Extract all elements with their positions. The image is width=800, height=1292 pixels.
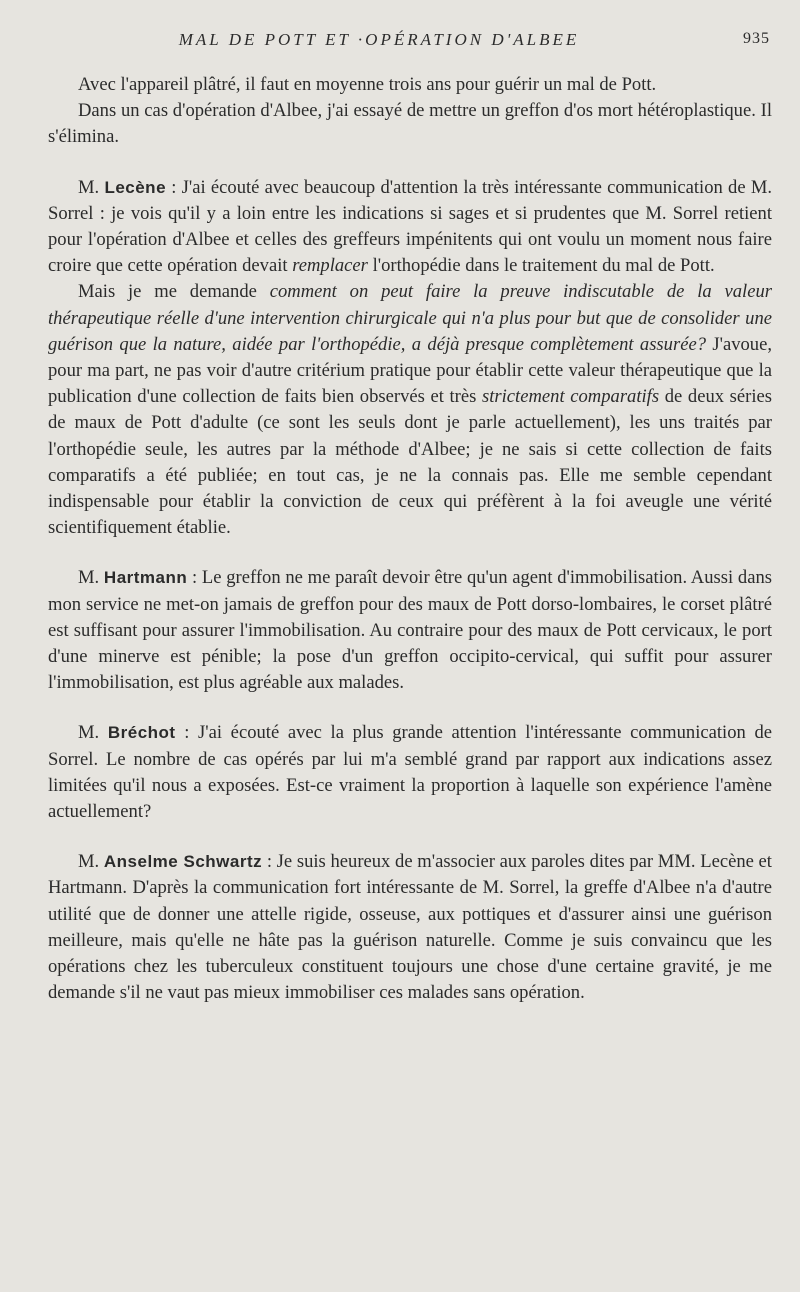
paragraph-hartmann	[48, 565, 772, 696]
page-header	[48, 30, 770, 56]
paragraph-lecene	[48, 175, 772, 280]
text-run: l'orthopédie dans le traitement du mal de Pott.	[367, 255, 715, 277]
text-run: : Je suis heureux de m'associer aux paroles dites par MM. Lecène et Hartmann. D'après la communication fort intéressante de M. Sorrel, la greffe d'Albee n'a d'autre utilité que de donner une attelle rigide, osseuse, aux pottiques et d'assurer ainsi une guérison meilleure, mais qu'elle ne hâte pas la guérison naturelle. Comme je suis convaincu que les opérations chez les tuberculeux constituent toujours une chose d'une certaine gravité, je me demande s'il ne vaut pas mieux immobiliser ces malades sans opération.	[48, 851, 772, 1004]
text-run: : J'ai écouté avec la plus grande attention l'intéressante communication de Sorrel. Le nombre de cas opérés par lui m'a semblé grand par rapport aux indications assez limitées qu'il nous a exposées. Est-ce vraiment la proportion à laquelle son expérience l'amène actuellement?	[48, 722, 772, 823]
text-run: : Le greffon ne me paraît devoir être qu'un agent d'immobilisation. Aussi dans mon service ne met-on jamais de greffon pour des maux de Pott dorso-lombaires, le corset plâtré est suffisant pour assurer l'immobilisation. Au contraire pour des maux de Pott cervicaux, le port d'une minerve est pénible; la pose d'un greffon occipito-cervical, qui suffit pour assurer l'immobilisation, est plus agréable aux malades.	[48, 567, 772, 694]
emphasis-text: comment on peut faire la preuve indiscutable de la valeur thérapeutique réelle d'une intervention chirurgicale qui n'a plus pour but que de consolider une guérison que la nature, aidée par l'orthopédie, a déjà presque complètement assurée?	[48, 281, 772, 355]
title-prefix: M.	[78, 567, 100, 589]
emphasis-text: remplacer	[292, 255, 368, 277]
title-prefix: M.	[78, 722, 100, 744]
paragraph-2: Dans un cas d'opération d'Albee, j'ai essayé de mettre un greffon d'os mort hétéroplastique. Il s'élimina.	[48, 100, 772, 148]
running-title: MAL DE POTT ET ·OPÉRATION D'ALBEE	[178, 30, 580, 49]
emphasis-text: strictement comparatifs	[482, 386, 660, 408]
speaker-name: Hartmann	[103, 568, 188, 588]
text-run: : J'ai écouté avec beaucoup d'attention la très intéressante communication de M. Sorrel : je vois qu'il y a loin entre les indications si sages et si prudentes que M. Sorrel retient pour l'opération d'Albee et celles des greffeurs impénitents qui ont voulu un moment nous faire croire que cette opération devait	[48, 176, 773, 277]
speaker-name: Bréchot	[107, 723, 176, 743]
speaker-name: Lecène	[104, 177, 167, 197]
page-number: 935	[743, 30, 770, 47]
speaker-name: Anselme Schwartz	[103, 852, 263, 872]
text-run: de deux séries de maux de Pott d'adulte (ce sont les seuls dont je parle actuellement), les uns traités par l'orthopédie seule, les autres par la méthode d'Albee; je ne sais si cette collection de faits comparatifs a été publiée; en tout cas, je ne la connais pas. Elle me semble cependant indispensable pour établir la conviction de ceux qui préfèrent à la foi aveugle une vérité scientifiquement établie.	[48, 386, 772, 539]
text-run: Mais je me demande	[78, 281, 270, 303]
paragraph-brechot	[48, 720, 772, 825]
paragraph-lecene-2	[48, 279, 772, 541]
title-prefix: M.	[78, 851, 100, 873]
body-text	[48, 72, 772, 1007]
paragraph-1: Avec l'appareil plâtré, il faut en moyenne trois ans pour guérir un mal de Pott.	[78, 74, 657, 95]
paragraph-schwartz	[48, 849, 772, 1006]
text-run: J'avoue, pour ma part, ne pas voir d'autre critérium pratique pour établir cette valeur thérapeutique que la publication d'une collection de faits bien observés et très	[48, 333, 772, 408]
title-prefix: M.	[78, 176, 100, 198]
